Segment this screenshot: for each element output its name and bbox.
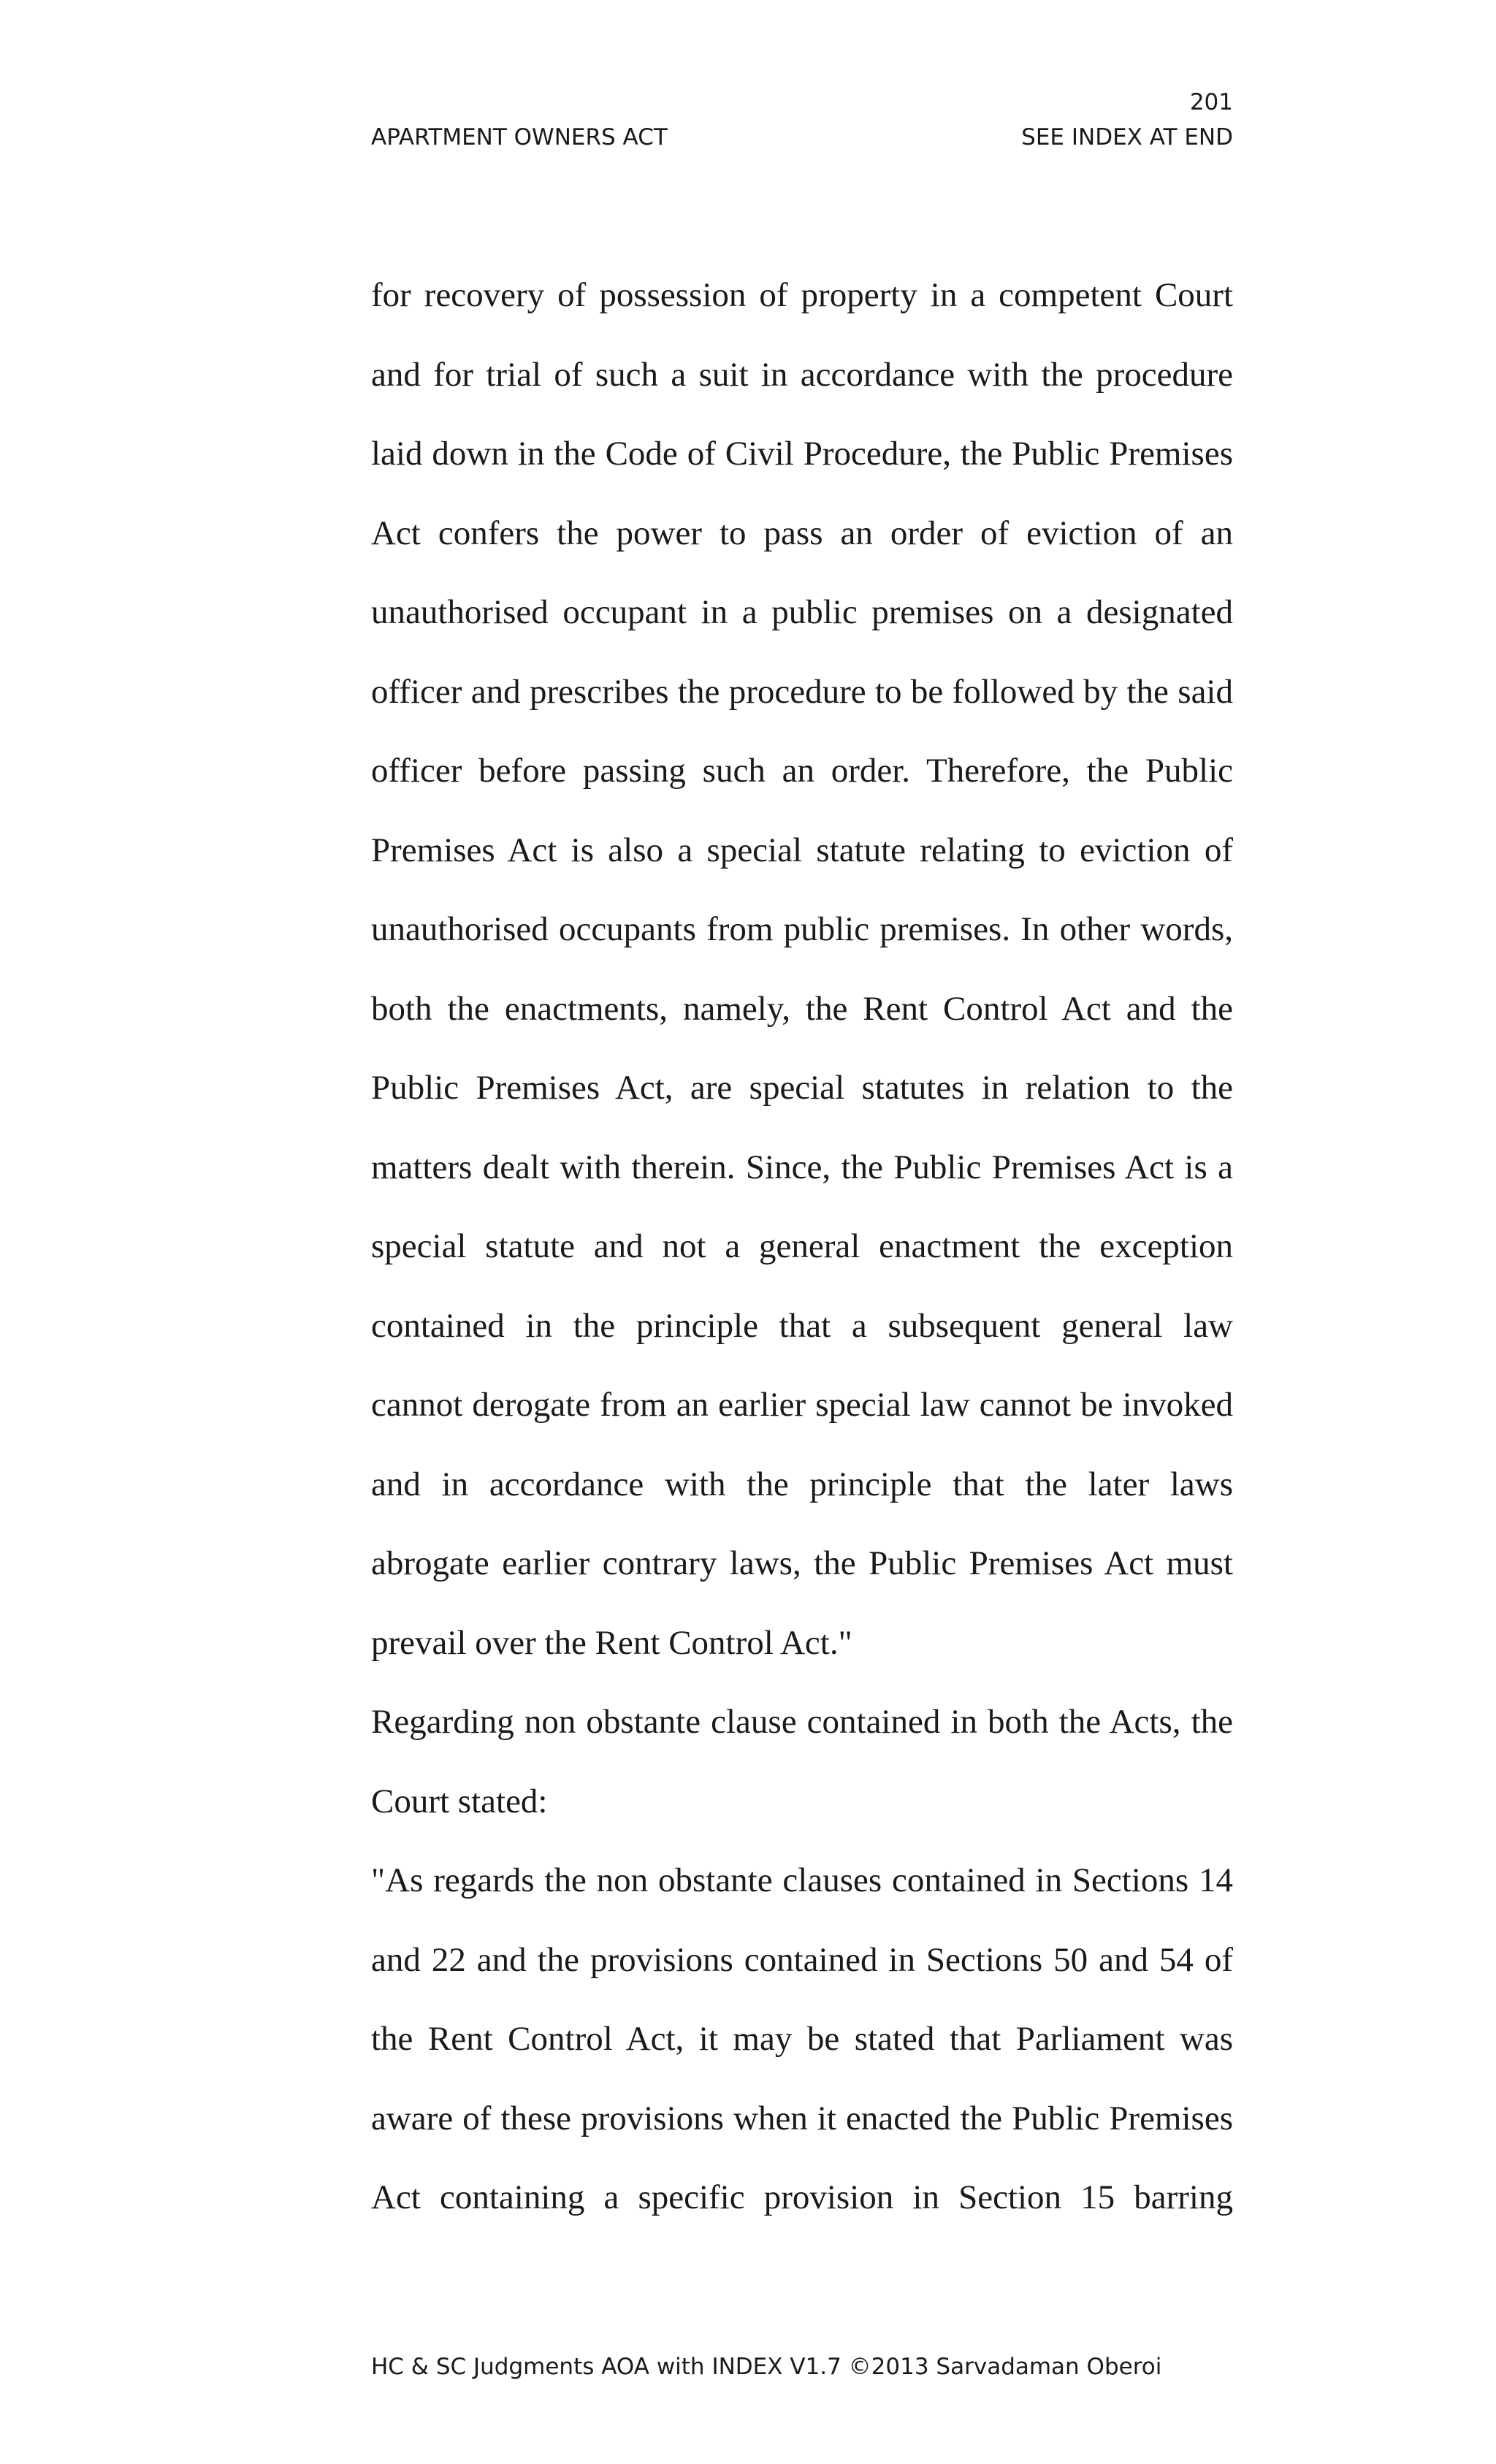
body-paragraph: for recovery of possession of property in a competent Court and for trial of such a suit in accordance with the procedure laid down in the Code of Civil Procedure, the Public Premises Act confers the power to pass an order of eviction of an unauthorised occupant in a public premises on a designated officer and prescribes the procedure to be followed by the said officer before passing such an order. Therefore, the Public Premises Act is also a special statute relating to eviction of unauthorised occupants from public premises. In other words, both the enactments, namely, the Rent Control Act and the Public Premises Act, are special statutes in relation to the matters dealt with therein. Since, the Public Premises Act is a special statute and not a general enactment the exception contained in the principle that a subsequent general law cannot derogate from an earlier special law cannot be invoked and in accordance with the principle that the later laws abrogate earlier contrary laws, the Public Premises Act must prevail over the Rent Control Act." [371,276,1233,1662]
body-paragraph: Regarding non obstante clause contained in both the Acts, the Court stated: [371,1703,1233,1820]
running-header [371,121,1233,153]
document-body [371,256,1233,2238]
header-document-title: APARTMENT OWNERS ACT [371,124,668,150]
header-index-note: SEE INDEX AT END [1021,124,1233,150]
page-number: 201 [1189,89,1233,115]
body-paragraph: "As regards the non obstante clauses contained in Sections 14 and 22 and the provisions contained in Sections 50 and 54 of the Rent Control Act, it may be stated that Parliament was aware of these provisions when it enacted the Public Premises Act containing a specific provision in Section 15 barring [371,1861,1233,2216]
page-footer: HC & SC Judgments AOA with INDEX V1.7 ©2013 Sarvadaman Oberoi [371,2354,1162,2380]
